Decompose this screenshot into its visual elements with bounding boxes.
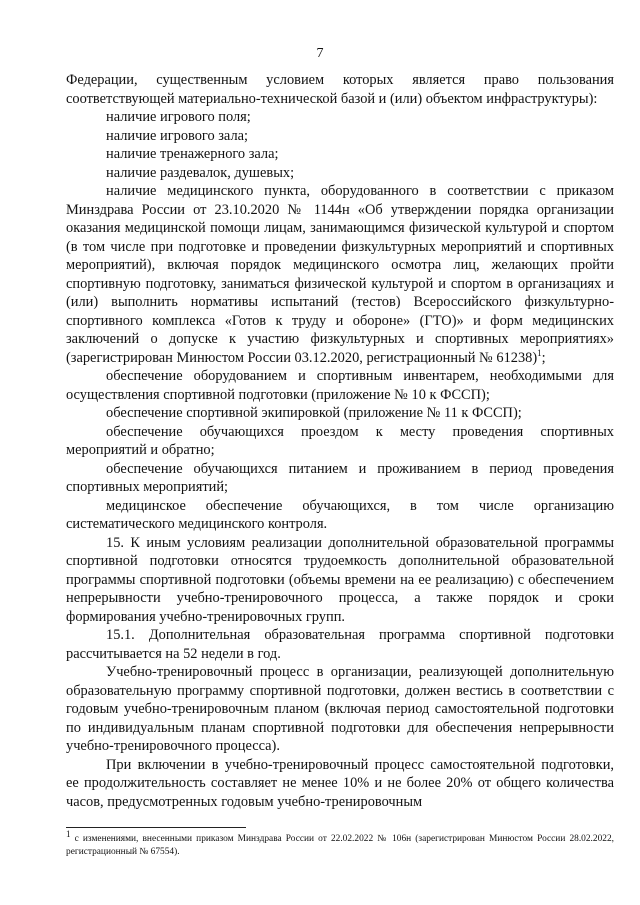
paragraph: 15.1. Дополнительная образовательная программа спортивной подготовки рассчитывается на 52 недели в год. xyxy=(66,627,614,662)
paragraph: 15. К иным условиям реализации дополнительной образовательной программы спортивной подготовки относятся трудоемкость дополнительной образовательной программы спортивной подготовки (объемы времени на ее реализацию) с обеспечением непрерывности учебно-тренировочного процесса, а также порядок и сроки формирования учебно-тренировочных групп. xyxy=(66,534,614,625)
paragraph-text: наличие медицинского пункта, оборудованного в соответствии с приказом Минздрава России от 23.10.2020 № 1144н «Об утверждении порядка организации оказания медицинской помощи лицам, занимающимся физической культурой и спортом (в том числе при подготовке и проведении физкультурных мероприятий и спортивных мероприятий), включая порядок медицинского осмотра лиц, желающих пройти спортивную подготовку, заниматься физической культурой и спортом в организациях и (или) выполнить нормативы испытаний (тестов) Всероссийского физкультурно-спортивного комплекса «Готов к труду и обороне» (ГТО)» и форм медицинских заключений о допуске к участию физкультурных и спортивных мероприятиях» (зарегистрирован Минюстом России 03.12.2020, регистрационный № 61238) xyxy=(66,183,614,366)
paragraph: обеспечение обучающихся питанием и проживанием в период проведения спортивных мероприятий; xyxy=(66,460,614,495)
document-body xyxy=(66,71,614,811)
page-number: 7 xyxy=(316,46,324,61)
paragraph: При включении в учебно-тренировочный процесс самостоятельной подготовки, ее продолжительность составляет не менее 10% и не более 20% от общего количества часов, предусмотренных годовым учебно-тренировочным xyxy=(66,756,614,810)
paragraph: медицинское обеспечение обучающихся, в том числе организацию систематического медицинского контроля. xyxy=(66,497,614,532)
footnote xyxy=(66,828,614,859)
paragraph: наличие игрового поля; xyxy=(106,109,251,125)
paragraph: наличие игрового зала; xyxy=(106,127,249,144)
footnote-text: с изменениями, внесенными приказом Минздрава России от 22.02.2022 № 106н (зарегистрирован Минюстом России 28.02.2022, регистрационный № 67554). xyxy=(66,834,614,857)
paragraph: наличие тренажерного зала; xyxy=(106,146,279,162)
paragraph: обеспечение спортивной экипировкой (приложение № 11 к ФССП); xyxy=(106,405,522,421)
paragraph-punctuation: ; xyxy=(541,349,546,366)
paragraph: наличие раздевалок, душевых; xyxy=(106,164,295,181)
paragraph: обеспечение обучающихся проездом к месту проведения спортивных мероприятий и обратно; xyxy=(66,423,614,458)
paragraph: обеспечение оборудованием и спортивным инвентарем, необходимыми для осуществления спортивной подготовки (приложение № 10 к ФССП); xyxy=(66,368,614,403)
footnote-marker: 1 xyxy=(66,828,71,839)
footnote-reference[interactable]: 1 xyxy=(537,347,542,358)
footnote-divider xyxy=(66,827,246,828)
paragraph: Федерации, существенным условием которых является право пользования соответствующей материально-технической базой и (или) объектом инфраструктуры): xyxy=(66,72,614,107)
paragraph: Учебно-тренировочный процесс в организации, реализующей дополнительную образовательную программу спортивной подготовки, должен вестись в соответствии с годовым учебно-тренировочным планом (включая период самостоятельной подготовки по индивидуальным планам спортивной подготовки для обеспечения непрерывности учебно-тренировочного процесса). xyxy=(66,664,614,754)
paragraph-with-footnote xyxy=(66,182,614,367)
